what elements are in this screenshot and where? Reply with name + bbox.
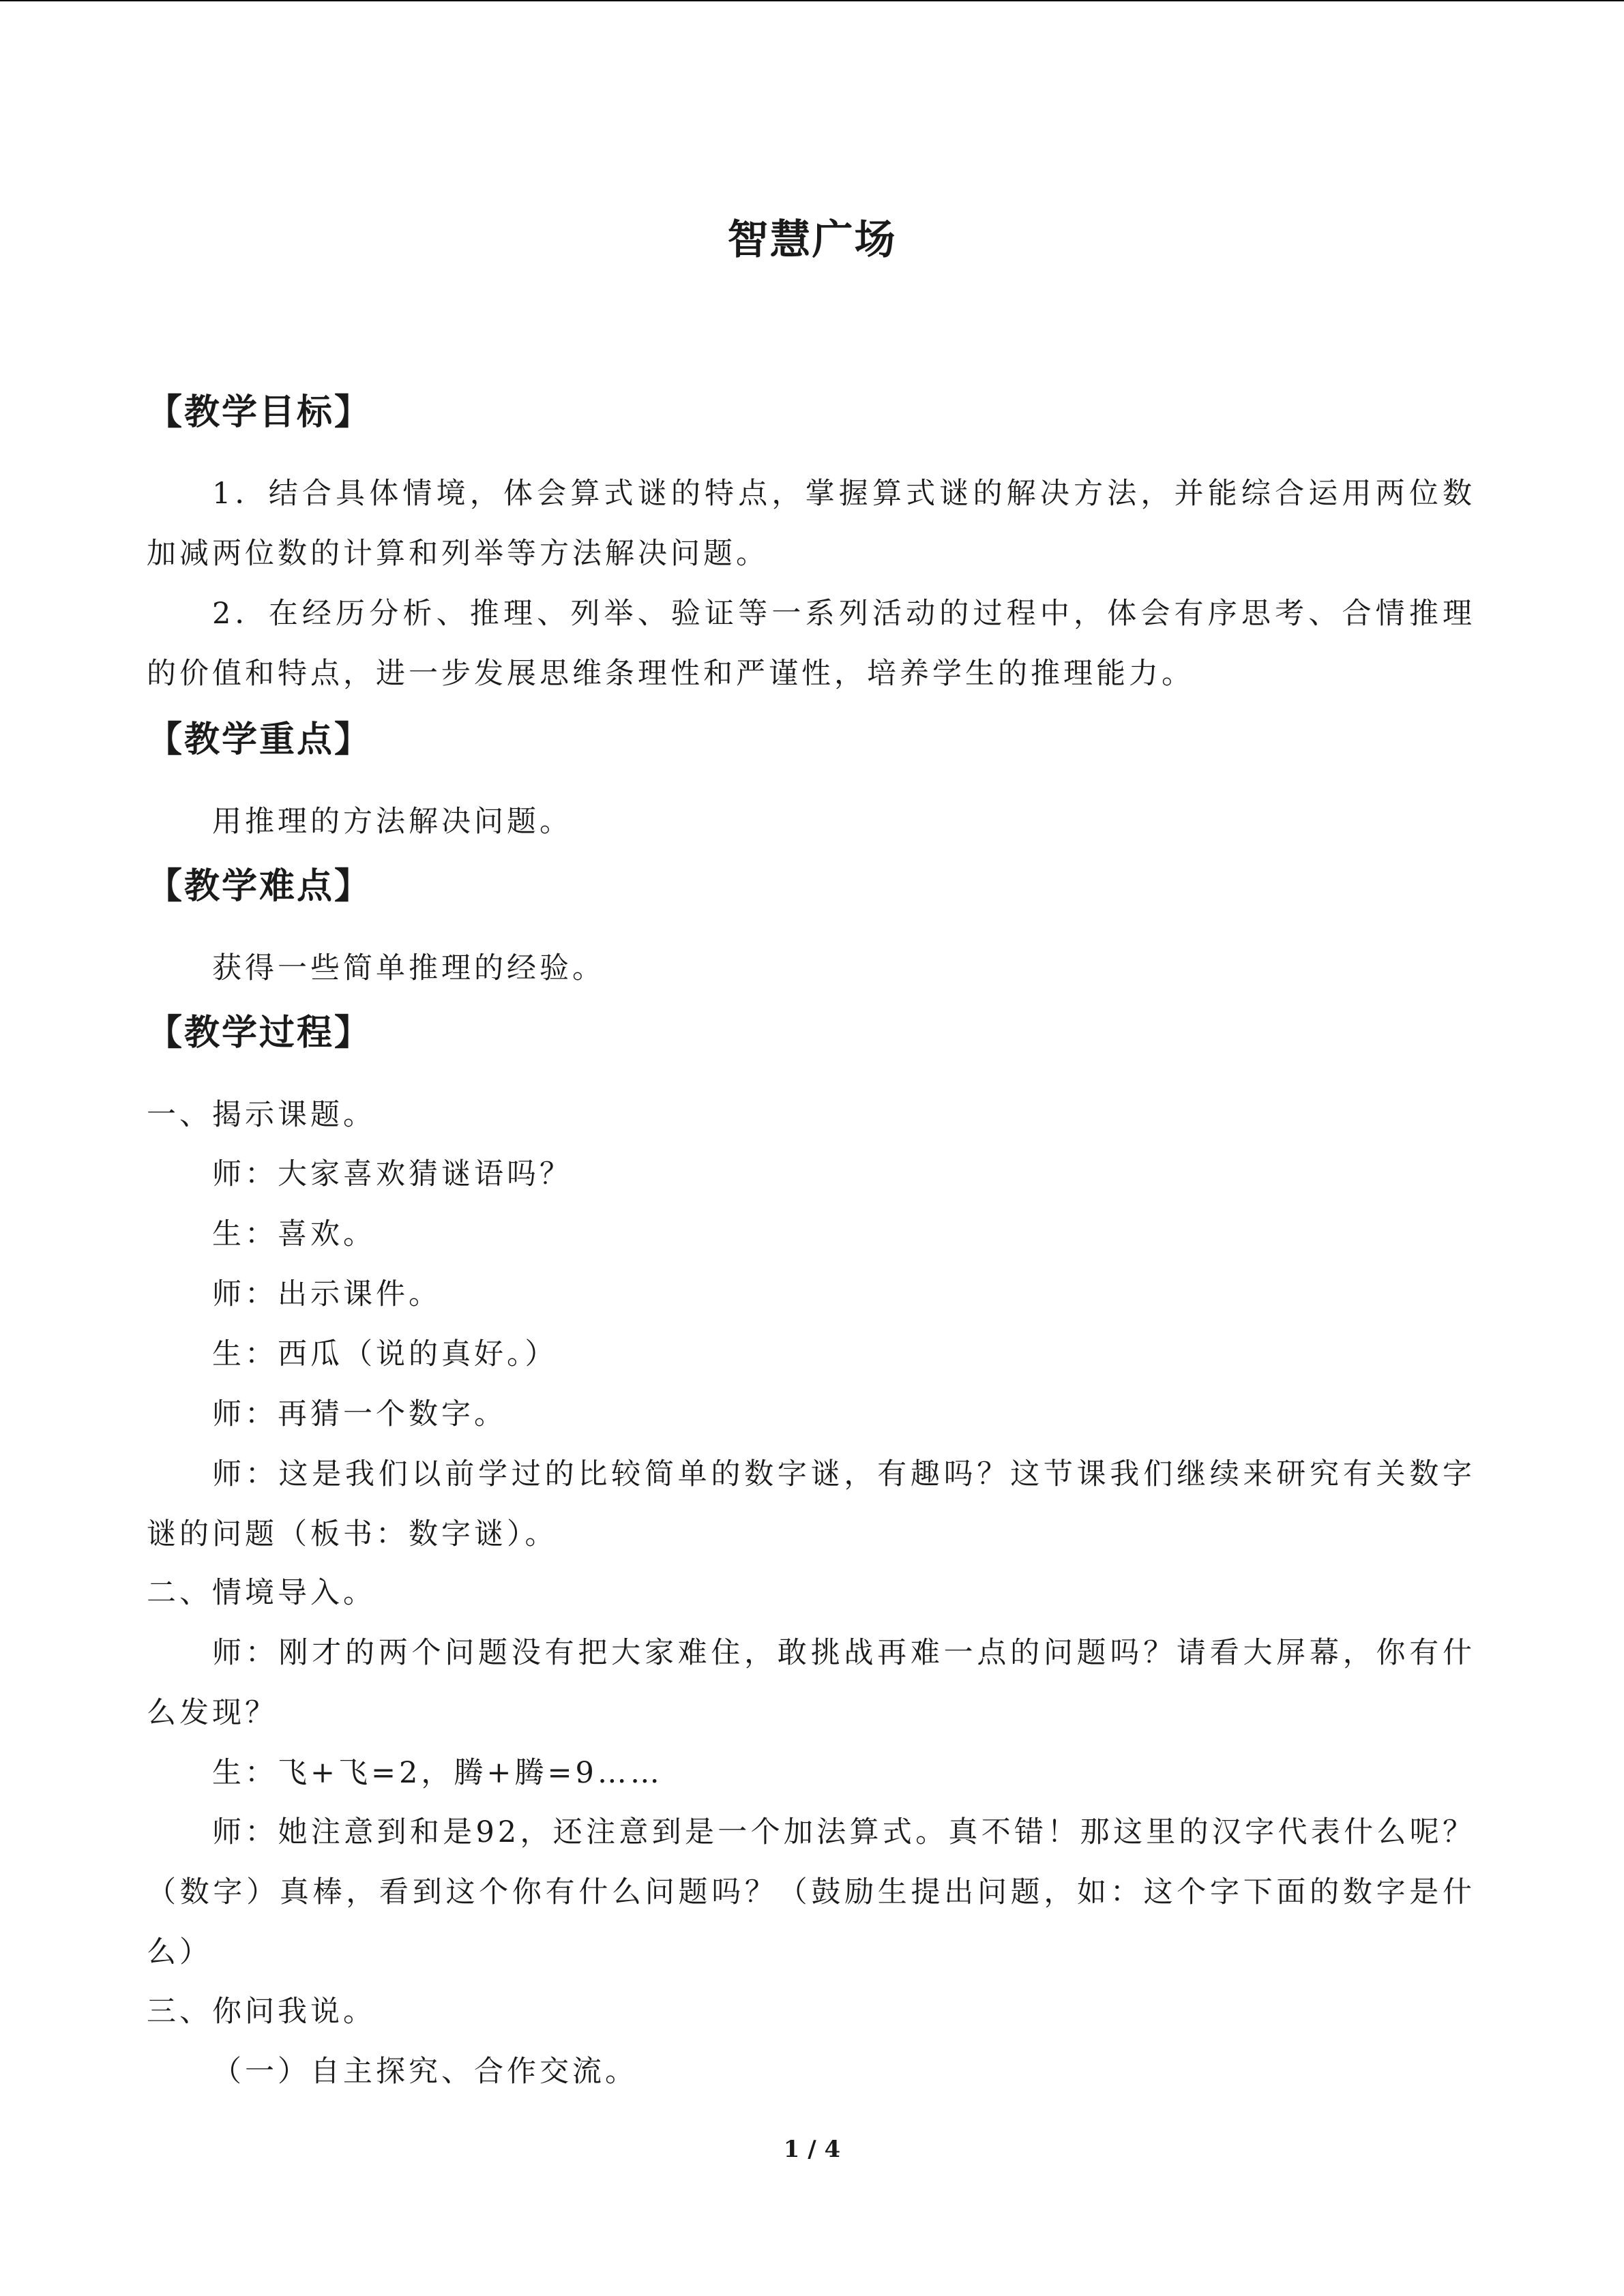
process-part3-subtitle: （一）自主探究、合作交流。 [212,2055,638,2089]
dialogue-line: 师：大家喜欢猜谜语吗？ [212,1157,572,1191]
dialogue-line: 师：出示课件。 [212,1277,441,1311]
process-heading: 【教学过程】 [147,1013,372,1054]
key-point-heading: 【教学重点】 [147,719,372,760]
top-border-line [0,0,1624,1]
dialogue-line: 生：西瓜（说的真好。） [212,1337,558,1371]
key-point-text: 用推理的方法解决问题。 [212,805,572,839]
goal-item-2: 2．在经历分析、推理、列举、验证等一系列活动的过程中，体会有序思考、合情推理的价值和特点，进一步发展思维条理性和严谨性，培养学生的推理能力。 [147,597,1475,691]
dialogue-line: 生：喜欢。 [212,1217,376,1251]
dialogue-line: 生：飞+飞=2，腾+腾=9…… [212,1756,663,1790]
difficulty-heading: 【教学难点】 [147,866,372,907]
document-title: 智慧广场 [727,216,897,264]
dialogue-line: 师：再猜一个数字。 [212,1397,507,1431]
dialogue-paragraph: 师：刚才的两个问题没有把大家难住，敢挑战再难一点的问题吗？请看大屏幕，你有什么发现？ [147,1636,1475,1730]
process-part1-title: 一、揭示课题。 [147,1098,376,1132]
goals-heading: 【教学目标】 [147,392,372,433]
process-part3-title: 三、你问我说。 [147,1995,376,2029]
difficulty-text: 获得一些简单推理的经验。 [212,951,605,985]
process-part2-title: 二、情境导入。 [147,1576,376,1610]
dialogue-paragraph: 师：这是我们以前学过的比较简单的数字谜，有趣吗？这节课我们继续来研究有关数字谜的问题（板书：数字谜）。 [147,1457,1475,1551]
goal-item-1: 1．结合具体情境，体会算式谜的特点，掌握算式谜的解决方法，并能综合运用两位数加减两位数的计算和列举等方法解决问题。 [147,477,1475,571]
page-number: 1 / 4 [783,2136,841,2163]
dialogue-paragraph: 师：她注意到和是92，还注意到是一个加法算式。真不错！那这里的汉字代表什么呢？（数字）真棒，看到这个你有什么问题吗？（鼓励生提出问题，如：这个字下面的数字是什么） [147,1815,1475,1969]
